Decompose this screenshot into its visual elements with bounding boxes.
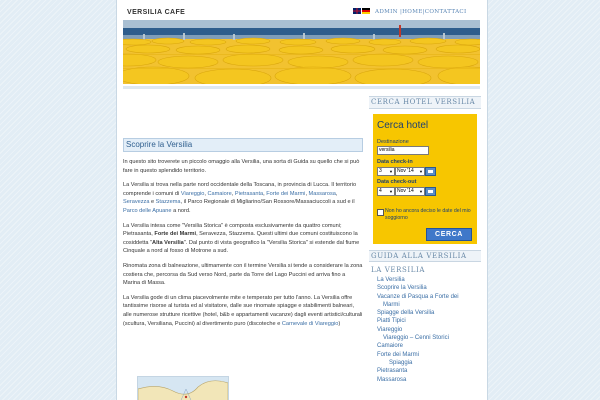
- destination-input[interactable]: versilia: [377, 146, 429, 155]
- balneazione-paragraph: [123, 262, 363, 288]
- bold-text: Alta Versilia: [152, 239, 184, 246]
- nav-item-viareggio-storia[interactable]: Viareggio – Cenni Storici: [383, 335, 449, 342]
- no-date-checkbox[interactable]: [377, 209, 384, 216]
- guide-heading: GUIDA ALLA VERSILIA: [369, 250, 481, 263]
- pietrasanta-link[interactable]: Pietrasanta: [234, 190, 264, 197]
- nav-item-pasqua-cont[interactable]: Marmi: [383, 301, 400, 308]
- header-bar: [117, 0, 487, 20]
- nav-item-spiaggia[interactable]: Spiaggia: [389, 359, 413, 366]
- main-content: [123, 138, 363, 328]
- paragraph-text: , Seravezza, Stazzema. Questi ultimi due comuni costituiscono la cosiddetta ": [123, 231, 358, 246]
- nav-item-forte[interactable]: Forte dei Marmi: [377, 351, 420, 358]
- checkout-label: Data check-out: [377, 178, 417, 185]
- sidebar: [369, 96, 481, 384]
- paragraph-text: , il Parco Regionale di Migliarino/San Rossore/Massaciuccoli a sud e il: [180, 199, 355, 206]
- chevron-down-icon: ▼: [419, 168, 423, 174]
- paragraph-text: ,: [263, 190, 267, 197]
- nav-item-la-versilia[interactable]: La Versilia: [377, 277, 405, 283]
- link-separator: |: [399, 9, 403, 15]
- massarosa-link[interactable]: Massarosa: [308, 190, 336, 197]
- home-link[interactable]: HOME: [402, 9, 423, 15]
- paragraph-text: e: [149, 199, 156, 206]
- checkin-calendar-icon[interactable]: [425, 167, 436, 176]
- paragraph-text: ". Dal punto di vista geografico la "Versilia Storica" si estende dal fiume Cinquale a nord al fosso di Motrone a sud.: [123, 239, 360, 255]
- top-links: [375, 9, 467, 15]
- paragraph-text: La Versilia gode di un clima piacevolmente mite e temperato per tutto l'anno. La Versilia offre tantissime risorse al turista ed al visitatore, dalle sue rinomate spiagge e stabilimenti balneari, alle numerose strutture ricettive (hotel, b&b e appartamenti vacanze) dagli eventi artistici/culturali (scultura, Versiliana, Puccini) al divertimento puro (discoteche e: [123, 294, 363, 327]
- nav-item-pasqua[interactable]: Vacanze di Pasqua a Forte dei: [377, 293, 459, 300]
- nav-item-pietrasanta[interactable]: Pietrasanta: [377, 368, 408, 375]
- checkout-month-select[interactable]: [395, 187, 425, 196]
- paragraph-text: ,: [231, 190, 235, 197]
- select-value: 4: [379, 187, 382, 194]
- nav-item-piatti[interactable]: Piatti Tipici: [377, 318, 406, 325]
- select-value: 3: [379, 167, 382, 174]
- checkin-day-select[interactable]: [377, 167, 395, 176]
- select-value: Nov '14: [397, 167, 414, 174]
- hotel-search-heading: CERCA HOTEL VERSILIA: [369, 96, 481, 109]
- nav-item-viareggio[interactable]: Viareggio: [377, 326, 403, 333]
- contact-link[interactable]: CONTATTACI: [424, 9, 467, 15]
- clima-paragraph: [123, 294, 363, 328]
- checkout-day-select[interactable]: [377, 187, 395, 196]
- no-date-label: Non ho ancora deciso le date del mio soggiorno: [385, 207, 471, 221]
- paragraph-text: a nord.: [171, 207, 191, 214]
- chevron-down-icon: ▼: [389, 168, 393, 174]
- link-separator: |: [422, 9, 425, 15]
- intro-paragraph: [123, 158, 363, 175]
- hotel-search-button[interactable]: CERCA: [426, 228, 472, 241]
- paragraph-text: La Versilia si trova nella parte nord occidentale della Toscana, in provincia di Lucca. Il territorio comprende i comuni di: [123, 182, 357, 197]
- paragraph-text: ): [338, 320, 341, 327]
- menu-strip: [123, 86, 480, 89]
- nav-item-massarosa[interactable]: Massarosa: [377, 376, 407, 383]
- viareggio-link[interactable]: Viareggio: [180, 190, 205, 197]
- seravezza-link[interactable]: Seravezza: [123, 199, 150, 206]
- german-flag-icon[interactable]: [362, 8, 370, 14]
- paragraph-text: ,: [335, 190, 338, 197]
- chevron-down-icon: ▼: [389, 188, 393, 194]
- nav-item-camaiore[interactable]: Camaiore: [377, 343, 404, 350]
- english-flag-icon[interactable]: [353, 8, 361, 14]
- select-value: Nov '14: [397, 187, 414, 194]
- guide-nav-list: [369, 276, 481, 384]
- header-banner-image: [123, 20, 480, 84]
- forte-dei-marmi-link[interactable]: Forte dei Marmi: [266, 190, 306, 197]
- site-title[interactable]: VERSILIA CAFE: [127, 9, 186, 16]
- paragraph-text: ,: [305, 190, 309, 197]
- chevron-down-icon: ▼: [419, 188, 423, 194]
- nav-item-scoprire[interactable]: Scoprire la Versilia: [377, 285, 427, 292]
- section-heading[interactable]: Scoprire la Versilia: [123, 138, 363, 152]
- storica-paragraph: [123, 222, 363, 256]
- beach-umbrellas-illustration: [123, 20, 480, 84]
- carnevale-link[interactable]: Carnevale di Viareggio: [281, 320, 339, 327]
- versilia-category-title: LA VERSILIA: [371, 266, 425, 274]
- checkin-label: Data check-in: [377, 158, 413, 165]
- map-illustration: [138, 377, 228, 400]
- checkout-calendar-icon[interactable]: [425, 187, 436, 196]
- checkin-month-select[interactable]: [395, 167, 425, 176]
- admin-link[interactable]: ADMIN: [375, 9, 398, 15]
- camaiore-link[interactable]: Camaiore: [207, 190, 232, 197]
- nav-item-spiagge[interactable]: Spiagge della Versilia: [377, 310, 435, 317]
- paragraph-text: La Versilia intesa come "Versilia Storica" è composta esclusivamente da quattro comuni; Pietrasanta,: [123, 222, 342, 238]
- bold-text: Forte dei Marmi: [154, 231, 197, 238]
- stazzema-link[interactable]: Stazzema: [155, 199, 181, 206]
- hotel-search-box: [373, 114, 477, 244]
- page-wrapper: [116, 0, 488, 400]
- location-paragraph: [123, 181, 363, 215]
- paragraph-text: ,: [204, 190, 208, 197]
- paragraph-text: In questo sito troverete un piccolo omaggio alla Versilia, una sorta di Guida su quello che si può fare in questo splendido territorio.: [123, 159, 360, 174]
- map-image: [137, 376, 229, 400]
- parco-apuane-link[interactable]: Parco delle Apuane: [123, 207, 172, 214]
- hotel-search-title: Cerca hotel: [377, 119, 429, 131]
- paragraph-text: Rinomata zona di balneazione, ultimamente con il termine Versilia si tende a considerare la zona costiera che, percorsa da Sud verso Nord, parte da Torre del Lago Puccini ed arriva fino a Marina di Massa.: [123, 262, 363, 287]
- destination-label: Destinazione: [377, 138, 409, 145]
